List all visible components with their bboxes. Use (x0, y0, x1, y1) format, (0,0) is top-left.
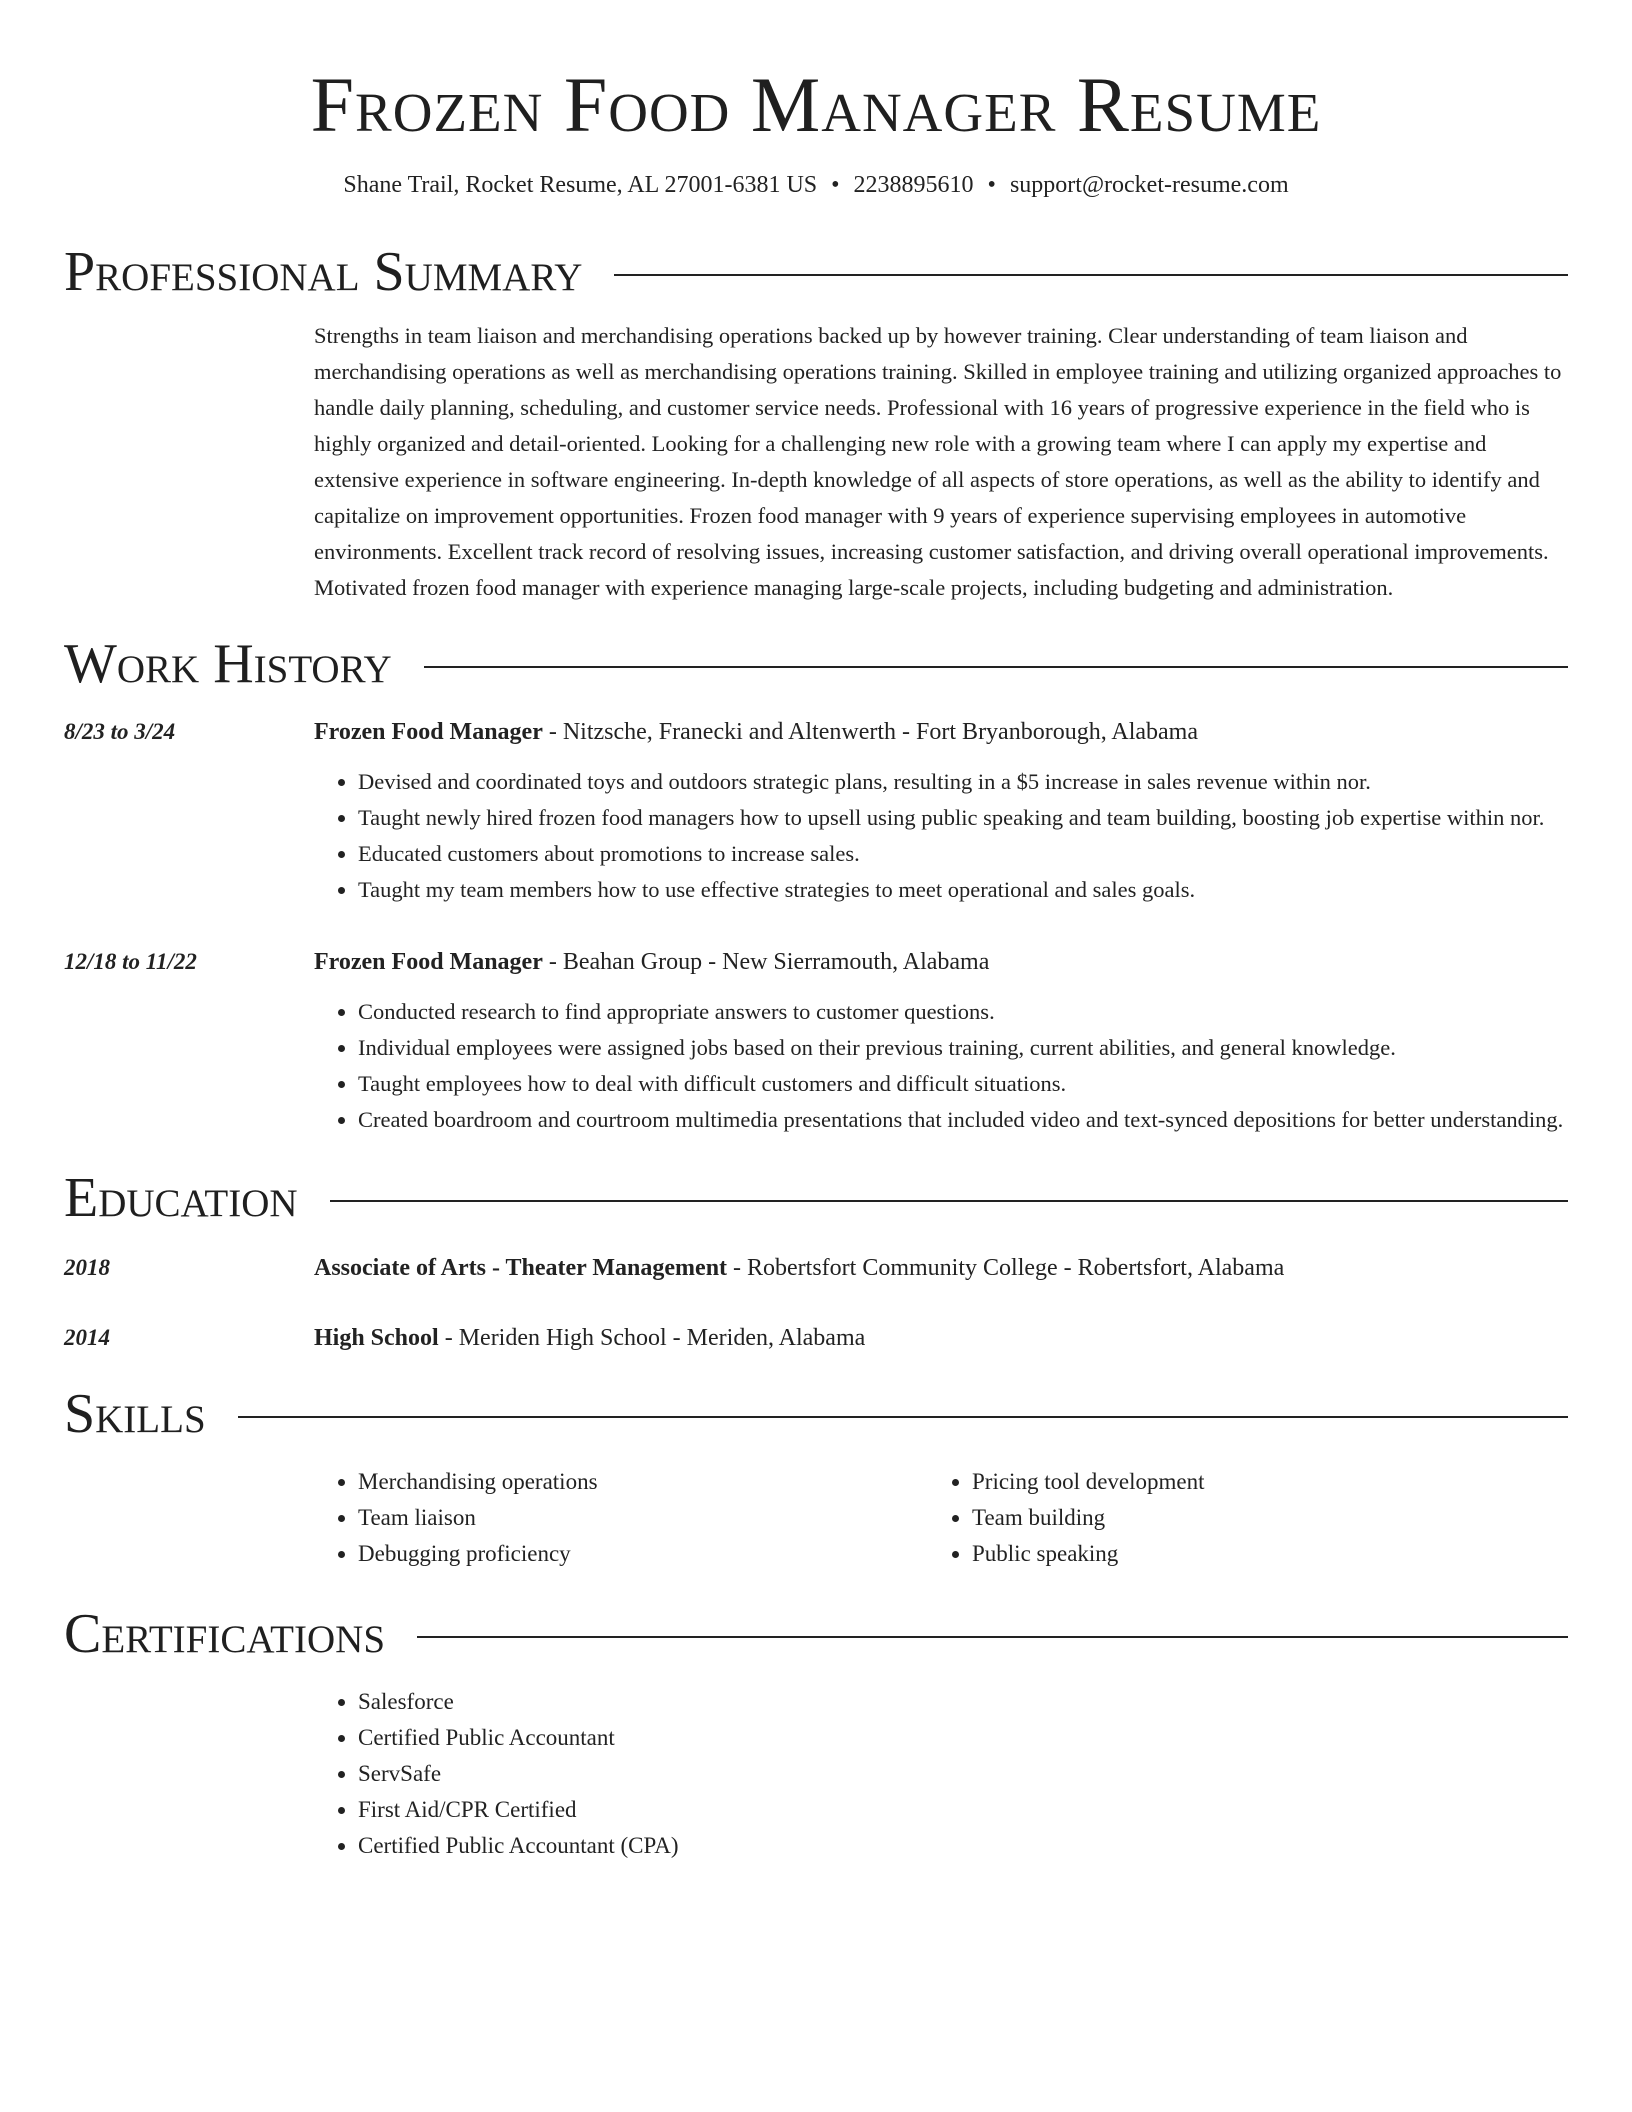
job-header (64, 714, 1568, 908)
skills-list (314, 1464, 1568, 1572)
education-school-location: - Robertsfort Community College - Robertsfort, Alabama (727, 1255, 1285, 1281)
section-title-certifications: Certifications (64, 1603, 386, 1665)
education-summary (314, 1320, 1568, 1356)
certification-item: • First Aid/CPR Certified (358, 1792, 1568, 1828)
job-company-location: - Beahan Group - New Sierramouth, Alabama (542, 949, 990, 975)
education-summary (314, 1250, 1568, 1286)
education-degree: Associate of Arts - Theater Management (314, 1255, 728, 1281)
certifications-items (314, 1684, 1568, 1864)
education-year: 2014 (64, 1325, 110, 1350)
job-entry (64, 944, 1568, 1138)
job-bullet: • Individual employees were assigned jobs based on their previous training, current abilities, and general knowledge. (358, 1030, 1568, 1066)
job-bullet: • Conducted research to find appropriate answers to customer questions. (358, 994, 1568, 1030)
section-title-summary: Professional Summary (64, 241, 583, 303)
skill-item: • Debugging proficiency (358, 1536, 928, 1572)
job-header (64, 944, 1568, 1138)
education-entry (64, 1320, 1568, 1356)
job-dates: 12/18 to 11/22 (64, 949, 197, 974)
skills-column-right (928, 1464, 1542, 1572)
education-entry (64, 1250, 1568, 1286)
certification-item: • ServSafe (358, 1756, 1568, 1792)
contact-address: Shane Trail, Rocket Resume, AL 27001-6381 US (343, 172, 818, 198)
certifications-list (314, 1684, 1568, 1864)
job-company-location: - Nitzsche, Franecki and Altenwerth - Fort Bryanborough, Alabama (542, 719, 1199, 745)
section-header-skills (64, 1382, 1568, 1446)
section-divider (238, 1416, 1568, 1418)
contact-phone: 2238895610 (853, 172, 974, 198)
job-bullet: • Educated customers about promotions to increase sales. (358, 836, 1568, 872)
section-divider (424, 666, 1568, 668)
job-summary (314, 714, 1568, 908)
skill-item: • Team liaison (358, 1500, 928, 1536)
job-summary (314, 944, 1568, 1138)
skill-item: • Merchandising operations (358, 1464, 928, 1500)
contact-line (64, 170, 1568, 200)
job-title: Frozen Food Manager (314, 719, 543, 745)
job-bullet: • Taught my team members how to use effective strategies to meet operational and sales goals. (358, 872, 1568, 908)
job-bullet: • Taught employees how to deal with difficult customers and difficult situations. (358, 1066, 1568, 1102)
contact-separator: • (831, 172, 840, 198)
education-year: 2018 (64, 1255, 110, 1280)
section-title-skills: Skills (64, 1383, 206, 1445)
certification-item: • Certified Public Accountant (CPA) (358, 1828, 1568, 1864)
education-school-location: - Meriden High School - Meriden, Alabama (438, 1325, 866, 1351)
education-degree: High School (314, 1325, 439, 1351)
section-title-education: Education (64, 1167, 298, 1229)
resume-title: Frozen Food Manager Resume (310, 61, 1322, 148)
skills-column-left (314, 1464, 928, 1572)
section-header-summary (64, 240, 1568, 304)
job-dates: 8/23 to 3/24 (64, 719, 176, 744)
job-title: Frozen Food Manager (314, 949, 543, 975)
certification-item: • Certified Public Accountant (358, 1720, 1568, 1756)
certification-item: • Salesforce (358, 1684, 1568, 1720)
summary-text: Strengths in team liaison and merchandising operations backed up by however training. Clear understanding of team liaison and merchandising operations as well as merchandising operations training. Skilled in employee training and utilizing organized approaches to handle daily planning, scheduling, and customer service needs. Professional with 16 years of progressive experience in the field who is highly organized and detail-oriented. Looking for a challenging new role with a growing team where I can apply my expertise and extensive experience in software engineering. In-depth knowledge of all aspects of store operations, as well as the ability to identify and capitalize on improvement opportunities. Frozen food manager with 9 years of experience supervising employees in automotive environments. Excellent track record of resolving issues, increasing customer satisfaction, and driving overall operational improvements. Motivated frozen food manager with experience managing large-scale projects, including budgeting and administration. (314, 323, 1562, 600)
skill-item: • Team building (972, 1500, 1542, 1536)
job-bullets (314, 764, 1568, 908)
job-bullet: • Taught newly hired frozen food managers how to upsell using public speaking and team building, boosting job expertise within nor. (358, 800, 1568, 836)
section-title-work: Work History (64, 633, 392, 695)
section-header-work (64, 632, 1568, 696)
section-header-certifications (64, 1602, 1568, 1666)
section-divider (330, 1200, 1568, 1202)
skill-item: • Pricing tool development (972, 1464, 1542, 1500)
skill-item: • Public speaking (972, 1536, 1542, 1572)
contact-separator: • (987, 172, 996, 198)
job-bullet: • Created boardroom and courtroom multimedia presentations that included video and text-synced depositions for better understanding. (358, 1102, 1568, 1138)
job-bullets (314, 994, 1568, 1138)
section-divider (417, 1636, 1568, 1638)
section-header-education (64, 1166, 1568, 1230)
contact-email: support@rocket-resume.com (1009, 172, 1289, 198)
job-entry (64, 714, 1568, 908)
job-bullet: • Devised and coordinated toys and outdoors strategic plans, resulting in a $5 increase in sales revenue within nor. (358, 764, 1568, 800)
section-divider (614, 274, 1568, 276)
resume-page (64, 0, 1568, 1864)
